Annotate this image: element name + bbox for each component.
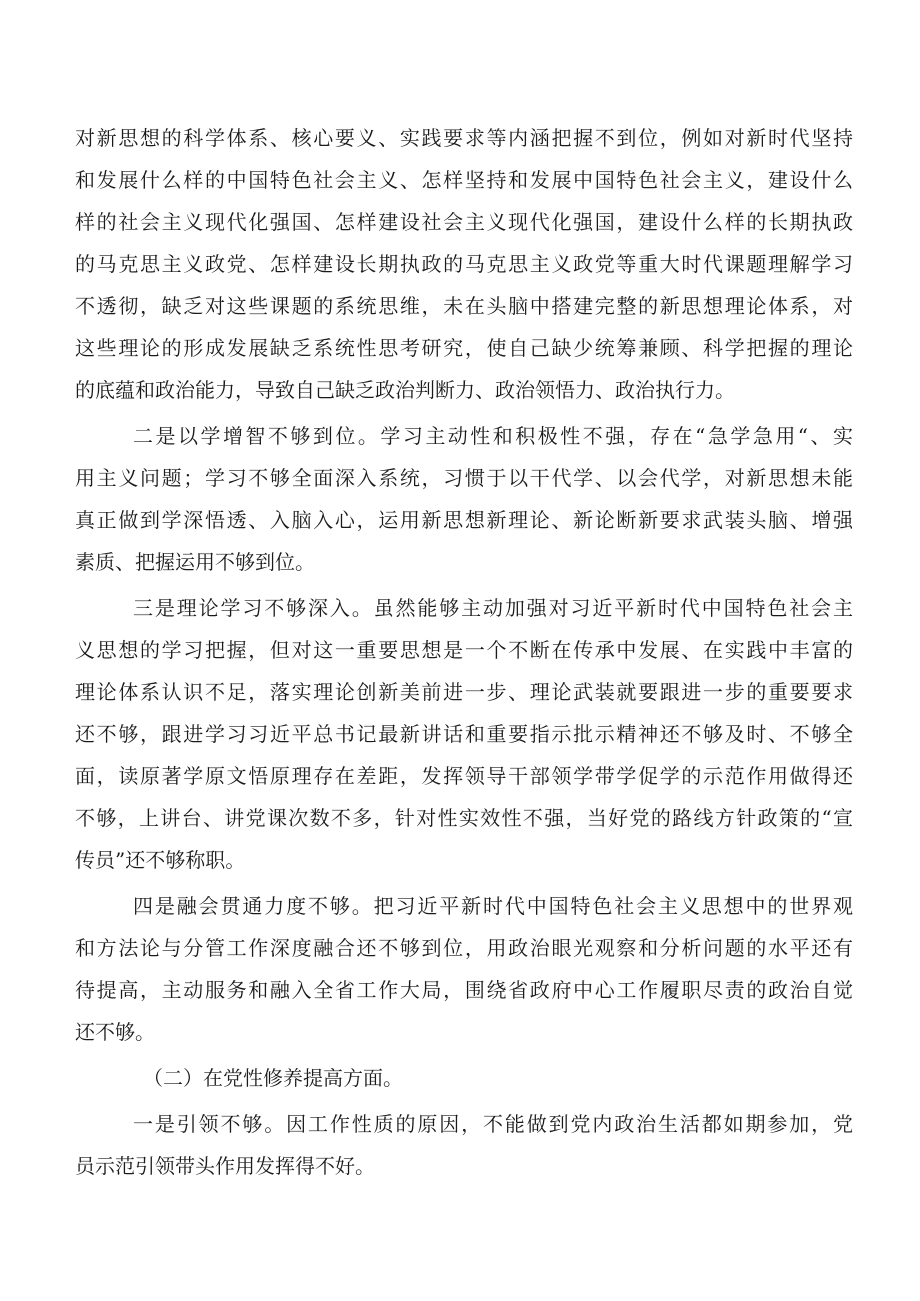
paragraph-1-line: 对新思想的科学体系、核心要义、实践要求等内涵把握不到位，例如对新时代坚持 (75, 126, 853, 150)
paragraph-4-line: 四是融会贯通力度不够。把习近平新时代中国特色社会主义思想中的世界观 (133, 894, 853, 918)
paragraph-3-line: 义思想的学习把握，但对这一重要思想是一个不断在传承中发展、在实践中丰富的 (75, 638, 853, 662)
paragraph-4-line: 待提高，主动服务和融入全省工作大局，围绕省政府中心工作履职尽责的政治自觉 (75, 978, 853, 1002)
paragraph-3-line: 理论体系认识不足，落实理论创新美前进一步、理论武装就要跟进一步的重要要求 (75, 680, 853, 704)
paragraph-2-line: 素质、把握运用不够到位。 (75, 550, 315, 574)
paragraph-1-line: 的底蕴和政治能力，导致自己缺乏政治判断力、政治领悟力、政治执行力。 (75, 378, 735, 402)
paragraph-3-line: 还不够，跟进学习习近平总书记最新讲话和重要指示批示精神还不够及时、不够全 (75, 722, 853, 746)
paragraph-2-line: 二是以学增智不够到位。学习主动性和积极性不强，存在“急学急用“、实 (133, 424, 853, 448)
paragraph-4-line: 还不够。 (75, 1020, 155, 1044)
paragraph-1-line: 样的社会主义现代化强国、怎样建设社会主义现代化强国，建设什么样的长期执政 (75, 210, 853, 234)
paragraph-3-line: 三是理论学习不够深入。虽然能够主动加强对习近平新时代中国特色社会主 (133, 596, 853, 620)
paragraph-1-line: 这些理论的形成发展缺乏系统性思考研究，使自己缺少统筹兼顾、科学把握的理论 (75, 336, 853, 360)
paragraph-5-line: 员示范引领带头作用发挥得不好。 (75, 1154, 375, 1178)
paragraph-1-line: 不透彻，缺乏对这些课题的系统思维，未在头脑中搭建完整的新思想理论体系，对 (75, 294, 853, 318)
paragraph-4-line: 和方法论与分管工作深度融合还不够到位，用政治眼光观察和分析问题的水平还有 (75, 936, 853, 960)
section-heading: （二）在党性修养提高方面。 (143, 1066, 403, 1090)
paragraph-1-line: 和发展什么样的中国特色社会主义、怎样坚持和发展中国特色社会主义，建设什么 (75, 168, 853, 192)
paragraph-3-line: 传员”还不够称职。 (75, 848, 246, 872)
paragraph-2-line: 用主义问题；学习不够全面深入系统，习惯于以干代学、以会代学，对新思想未能 (75, 466, 853, 490)
paragraph-1-line: 的马克思主义政党、怎样建设长期执政的马克思主义政党等重大时代课题理解学习 (75, 252, 853, 276)
paragraph-3-line: 面，读原著学原文悟原理存在差距，发挥领导干部领学带学促学的示范作用做得还 (75, 764, 853, 788)
paragraph-2-line: 真正做到学深悟透、入脑入心，运用新思想新理论、新论断新要求武装头脑、增强 (75, 508, 853, 532)
paragraph-3-line: 不够，上讲台、讲党课次数不多，针对性实效性不强，当好党的路线方针政策的“宣 (75, 806, 853, 830)
paragraph-5-line: 一是引领不够。因工作性质的原因，不能做到党内政治生活都如期参加，党 (133, 1112, 853, 1136)
